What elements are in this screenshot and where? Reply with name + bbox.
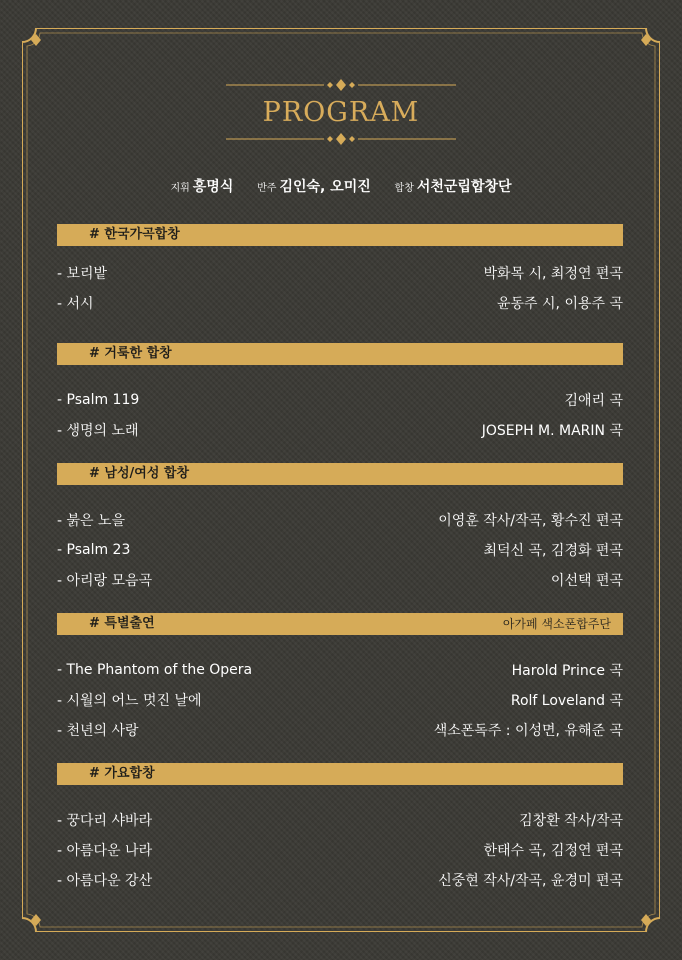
list-item [57,385,623,415]
section-title: # 한국가곡합창 [89,227,180,242]
section-korean-art-song [57,224,623,318]
piece-title: - 아리랑 모음곡 [57,573,153,589]
list-item [57,565,623,595]
piece-credit: 신중현 작사/작곡, 윤경미 편곡 [438,873,623,889]
program-header [0,78,682,146]
piece-title: - 보리밭 [57,266,108,282]
piece-title: - 시월의 어느 멋진 날에 [57,693,202,709]
page-title: PROGRAM [262,97,420,128]
list-item [57,715,623,745]
piece-credit: Harold Prince 곡 [511,663,623,679]
section-header [57,763,623,785]
piece-credit: JOSEPH M. MARIN 곡 [481,423,623,439]
list-item [57,258,623,288]
piece-credit: 이영훈 작사/작곡, 황수진 편곡 [438,513,623,529]
section-title: # 가요합창 [89,766,155,781]
section-header [57,224,623,246]
credit-role-accompanist: 반주 [257,183,277,194]
credit-role-choir: 합창 [394,183,414,194]
list-item [57,865,623,895]
piece-credit: 김창환 작사/작곡 [519,813,623,829]
piece-credit: 윤동주 시, 이용주 곡 [497,296,623,312]
piece-credit: Rolf Loveland 곡 [510,693,623,709]
section-male-female-choir [57,463,623,595]
section-header [57,613,623,635]
credit-name-conductor: 홍명식 [192,179,234,195]
piece-credit: 최덕신 곡, 김경화 편곡 [483,543,623,559]
section-title: # 특별출연 [89,616,155,631]
piece-credit: 색소폰독주 : 이성면, 유해준 곡 [433,723,623,739]
piece-title: - Psalm 119 [57,392,140,408]
credit-role-conductor: 지휘 [170,183,190,194]
section-title: # 남성/여성 합창 [89,466,190,481]
piece-title: - 붉은 노을 [57,513,126,529]
section-pop-choir [57,763,623,895]
section-title: # 거룩한 합창 [89,346,172,361]
piece-credit: 김애리 곡 [564,393,623,409]
section-special-appearance [57,613,623,745]
section-header [57,463,623,485]
piece-credit: 한태수 곡, 김정연 편곡 [483,843,623,859]
piece-title: - The Phantom of the Opera [57,662,253,678]
piece-title: - 천년의 사랑 [57,723,139,739]
credits-line [0,176,682,196]
list-item [57,655,623,685]
list-item [57,685,623,715]
piece-title: - 서시 [57,296,94,312]
piece-title: - Psalm 23 [57,542,131,558]
list-item [57,835,623,865]
piece-credit: 이선택 편곡 [550,573,623,589]
piece-credit: 박화목 시, 최정연 편곡 [483,266,623,282]
list-item [57,535,623,565]
piece-title: - 꿍다리 샤바라 [57,813,153,829]
piece-title: - 아름다운 강산 [57,873,153,889]
credit-name-accompanist: 김인숙, 오미진 [279,179,371,195]
list-item [57,805,623,835]
piece-title: - 생명의 노래 [57,423,139,439]
bottom-ornament-icon [226,132,456,146]
section-sacred-choir [57,343,623,445]
piece-title: - 아름다운 나라 [57,843,153,859]
list-item [57,505,623,535]
top-ornament-icon [226,78,456,92]
section-header [57,343,623,365]
list-item [57,288,623,318]
section-performer: 아가페 색소폰합주단 [502,617,611,631]
credit-name-choir: 서천군립합창단 [416,179,512,195]
list-item [57,415,623,445]
